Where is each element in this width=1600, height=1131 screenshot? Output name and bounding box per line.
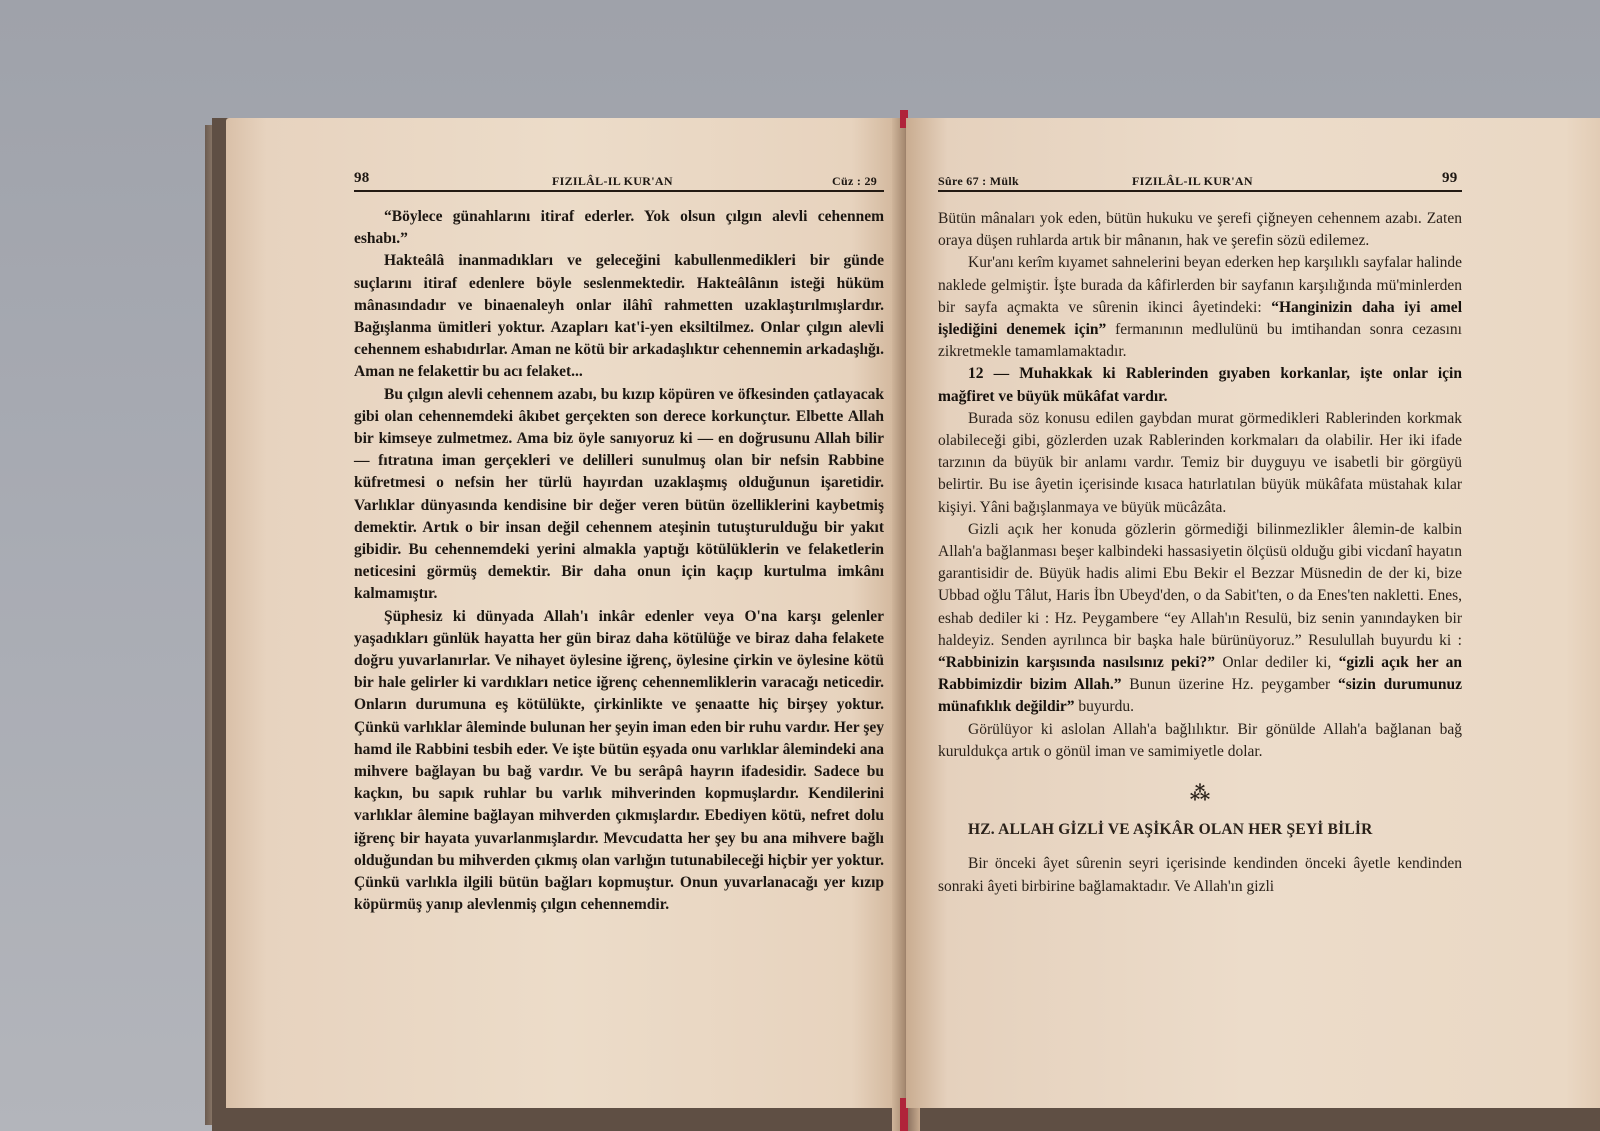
section-ref-right: Sûre 67 : Mülk: [938, 174, 1019, 188]
verse-quote: “Hanginizin daha iyi amel işlediğini denemek için”: [938, 298, 1462, 339]
left-page-body: [354, 206, 884, 917]
running-title-right: FIZILÂL-IL KUR'AN: [1132, 174, 1253, 188]
paragraph: Gizli açık her konuda gözlerin görmediği bilinmezlikler âlemin-de kalbin Allah'a bağlanması beşer kalbindeki hassasiyetin ölçüsü olduğu gibi vicdanî hayatın garantisidir de. Büyük hadis alimi Ebu Bekir el Bezzar Müsnedin de der ki, bize Ubbad oğlu Tâlut, Haris İbn Ubeyd'den, o da Sabit'ten, o da Enes'ten nakletti. Enes, eshab dediler ki : Hz. Peygambere “ey Allah'ın Resulü, biz senin yanındayken bir haldeyiz. Senden ayrılınca bir başka hale bürünüyoruz.” Resulullah buyurdu ki : “Rabbinizin karşısında nasılsınız peki?” Onlar dediler ki, “gizli açık her an Rabbimizdir bizim Allah.” Bunun üzerine Hz. peygamber “sizin durumunuz münafıklık değildir” buyurdu.: [938, 520, 1463, 716]
paragraph: Kur'anı kerîm kıyamet sahnelerini beyan ederken hep karşılıklı sayfalar halinde naklede gelmiştir. İşte burada da kâfirlerden bir sayfanın karşılığında mü'minlerden bir sayfa açmakta ve sûrenin ikinci âyetindeki: “Hanginizin daha iyi amel işlediğini denemek için” fermanının medlulünü bu imtihandan sonra cezasını zikretmekle tamamlamaktadır.: [938, 254, 1462, 361]
running-title-left: FIZILÂL-IL KUR'AN: [552, 174, 673, 188]
paragraph: Görülüyor ki aslolan Allah'a bağlılıktır. Bir gönülde Allah'a bağlanan bağ kuruldukça artık o gönül iman ve samimiyetle dolar.: [938, 720, 1462, 760]
hadith-quote: “sizin durumunuz münafıklık değildir”: [938, 676, 1462, 716]
section-ref-left: Cüz : 29: [832, 174, 878, 188]
hadith-quote: “gizli açık her an Rabbimizdir bizim Allah.”: [938, 654, 1463, 694]
paragraph: Burada söz konusu edilen gaybdan murat görmedikleri Rablerinden korkmak olabileceği gibi, gözlerden uzak Rablerinden korkmaları da olabilir. Her iki ifade tarzının da büyük bir anlamı vardır. Temiz bir duyguyu ve isabetli bir görgüyü belirtir. Bu ise âyetin içerisinde kısaca hatırlatılan büyük mükâfata müstahak kılar kişiyi. Yâni bağışlanmaya ve büyük mücâzâta.: [938, 409, 1462, 516]
hadith-quote: “Rabbinizin karşısında nasılsınız peki?”: [938, 654, 1216, 672]
paragraph: Bu çılgın alevli cehennem azabı, bu kızıp köpüren ve öfkesinden çatlayacak gibi olan cehennemdeki âkıbet gerçekten son derece korkunçtur. Elbette Allah bir kimseye zulmetmez. Ama biz öyle sanıyoruz ki — en doğrusunu Allah bilir — fıtratına iman gerçekleri ve delilleri sunulmuş olan bir nefsin Rabbine küfretmesi o nefsin her türlü hayırdan uzaklaşmış olduğunun işaretidir. Varlıklar dünyasında kendisine bir değer veren bütün özelliklerini kaybetmiş demektir. Artık o bir insan değil cehennem ateşinin tutuşturulduğu bir yakıt gibidir. Bu cehennemdeki yerini almakla yaptığı kötülüklerin ve felaketlerin neticesini görmüş demektir. Bir daha onun için kaçıp kurtulma imkânı kalmamıştır.: [354, 385, 884, 603]
header-rule-left: [354, 190, 884, 192]
paragraph: Bütün mânaları yok eden, bütün hukuku ve şerefi çiğneyen cehennem azabı. Zaten oraya düşen ruhlarda artık bir mânanın, hak ve şerefin sözü edilemez.: [938, 210, 1462, 250]
left-page: [226, 118, 906, 1108]
verse-quote: “Böylece günahlarını itiraf ederler. Yok olsun çılgın alevli cehennem eshabı.”: [354, 208, 884, 248]
open-book: [212, 118, 1600, 1131]
paragraph: Şüphesiz ki dünyada Allah'ı inkâr edenler veya O'na karşı gelenler yaşadıkları günlük hayatta her gün biraz daha kötülüğe ve biraz daha felakete doğru yuvarlanırlar. Ve nihayet öylesine iğrenç, öylesine çirkin ve öylesine kötü bir hale gelirler ki vardıkları netice iğrenç cehennemliklerin varacağı neticedir. Onların durumuna eş kötülükte, çirkinlikte ve şenaatte hiç birşey yoktur. Çünkü varlıklar âleminde bulunan her şeyin iman eden bir ruhu vardır. Her şey hamd ile Rabbini tesbih eder. Ve işte bütün eşyada onu varlıklar âlemindeki ana mihvere bağlayan bu bağ vardır. Ve bu serâpâ hayrın ifadesidir. Sadece bu kaçkın, bu sapık ruhlar bu varlık mihverinden kopmuşlardır. Kendilerini varlıklar âlemine bağlayan mihverden çıkmışlardır. Ebediyen kötü, nefret dolu iğrenç bir hayata yuvarlanmışlardır. Mevcudatta her şey bu ana mihvere bağlı olduğundan bu mihverden çıkmış olan varlığın tutunabileceği hiçbir yer yoktur. Çünkü varlıkla ilgili bütün bağları kopmuştur. Onun yuvarlanacağı yer kızıp köpürmüş yanıp alevlenmiş çılgın cehennemdir.: [354, 607, 884, 914]
right-page: [906, 118, 1600, 1108]
page-number-right: 99: [1442, 170, 1458, 186]
header-rule-right: [938, 190, 1462, 192]
right-page-body: [938, 208, 1462, 898]
verse-12: 12 — Muhakkak ki Rablerinden gıyaben korkanlar, işte onlar için mağfiret ve büyük mükâfat vardır.: [938, 365, 1462, 405]
section-separator: ⁂: [1189, 783, 1211, 806]
paragraph: Hakteâlâ inanmadıkları ve geleceğini kabullenmedikleri bir günde suçlarını itiraf edenlere böyle seslenmektedir. Hakteâlânın isteği hüküm mânasındadır ve binaenaleyh onlar ilâhî rahmetten uzaklaştırılmışlardır. Bağışlanma ümitleri yoktur. Azapları kat'i-yen eksiltilmez. Onlar çılgın alevli cehennem eshabıdırlar. Aman ne kötü bir arkadaşlıktır cehennemin arkadaşlığı. Aman ne felakettir bu acı felaket...: [354, 252, 884, 381]
page-number-left: 98: [354, 170, 370, 186]
section-heading: HZ. ALLAH GİZLİ VE AŞİKÂR OLAN HER ŞEYİ BİLİR: [968, 821, 1373, 839]
paragraph: Bir önceki âyet sûrenin seyri içerisinde kendinden önceki âyetle kendinden sonraki âyeti birbirine bağlamaktadır. Ve Allah'ın gizli: [938, 855, 1462, 895]
